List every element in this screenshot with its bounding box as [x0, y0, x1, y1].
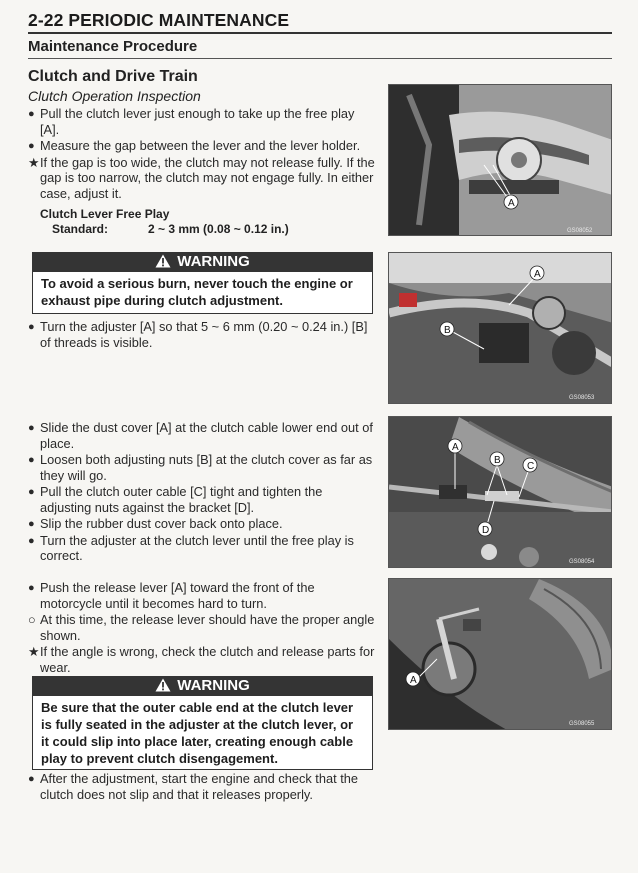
figure-code: GS08055: [569, 721, 595, 727]
instruction-list-3: [28, 420, 375, 565]
clutch-adjuster-photo: [389, 253, 612, 404]
circle-icon: ○: [28, 612, 36, 627]
warning-label: WARNING: [177, 677, 250, 694]
spec-title: Clutch Lever Free Play: [40, 207, 170, 221]
figure-code: GS08054: [569, 559, 595, 565]
topic-subtitle: Clutch Operation Inspection: [28, 88, 201, 104]
figure-code: GS08052: [567, 228, 593, 234]
star-icon: ★: [28, 154, 40, 170]
callout-c: C: [527, 461, 535, 472]
list-item: ★ If the angle is wrong, check the clutch and release parts for wear.: [28, 644, 375, 675]
warning-header: [32, 252, 373, 272]
figure-release-lever: [388, 578, 612, 730]
callout-b: B: [494, 455, 501, 466]
section-title: Maintenance Procedure: [28, 38, 198, 55]
bullet-icon: ●: [28, 534, 35, 547]
bullet-icon: ●: [28, 321, 35, 333]
bullet-icon: ●: [28, 582, 35, 594]
cable-lower-end-photo: [389, 417, 612, 568]
warning-text: Be sure that the outer cable end at the clutch lever is fully seated in the adjuster at the clutch lever, or it could slip into place later, creating enough cable play to prevent clutch disengagement.: [32, 696, 373, 770]
list-item: ● Turn the adjuster at the clutch lever until the free play is correct.: [28, 532, 354, 563]
figure-code: GS08053: [569, 395, 595, 401]
list-item: ● Push the release lever [A] toward the front of the motorcycle until it becomes hard to turn.: [28, 580, 315, 611]
bullet-icon: ●: [28, 140, 35, 152]
list-item: ● After the adjustment, start the engine and check that the clutch does not slip and that it releases properly.: [28, 771, 358, 802]
instruction-list-4: [28, 580, 375, 676]
bullet-icon: ●: [28, 773, 35, 785]
list-item: ● Slide the dust cover [A] at the clutch cable lower end out of place.: [28, 420, 373, 451]
bullet-icon: ●: [28, 518, 35, 530]
warning-triangle-icon: [155, 254, 171, 268]
instruction-list-5: [28, 771, 375, 803]
list-item: ● Measure the gap between the lever and the lever holder.: [28, 138, 361, 153]
bullet-icon: ●: [28, 108, 35, 120]
release-lever-photo: [389, 579, 612, 730]
warning-header: [32, 676, 373, 696]
list-item: ● Loosen both adjusting nuts [B] at the clutch cover as far as they will go.: [28, 452, 373, 483]
topic-title: Clutch and Drive Train: [28, 68, 198, 85]
bullet-icon: ●: [28, 422, 35, 434]
warning-text: To avoid a serious burn, never touch the engine or exhaust pipe during clutch adjustment.: [32, 272, 373, 314]
instruction-list-1: [28, 106, 375, 202]
section-rule: [28, 58, 612, 59]
bullet-icon: ●: [28, 454, 35, 466]
figure-clutch-lever-free-play: [388, 84, 612, 236]
instruction-list-2: [28, 319, 375, 351]
callout-a: A: [508, 198, 515, 209]
title-rule: [28, 32, 612, 34]
bullet-icon: ●: [28, 486, 35, 498]
list-item: ● Pull the clutch lever just enough to take up the free play [A].: [28, 106, 355, 137]
warning-triangle-icon: [155, 678, 171, 692]
star-icon: ★: [28, 644, 40, 659]
spec-value: 2 ~ 3 mm (0.08 ~ 0.12 in.): [148, 222, 289, 236]
list-item: ● Slip the rubber dust cover back onto place.: [28, 516, 283, 531]
clutch-lever-photo: [389, 85, 612, 236]
warning-label: WARNING: [177, 253, 250, 270]
figure-clutch-adjuster: [388, 252, 612, 404]
callout-a: A: [410, 675, 417, 686]
list-item: ● Turn the adjuster [A] so that 5 ~ 6 mm (0.20 ~ 0.24 in.) [B] of threads is visible.: [28, 319, 368, 350]
callout-a: A: [534, 269, 541, 280]
list-item: ○ At this time, the release lever should have the proper angle shown.: [28, 612, 375, 643]
figure-cable-lower-end: [388, 416, 612, 568]
callout-a: A: [452, 442, 459, 453]
spec-label: Standard:: [52, 222, 109, 236]
page-title: 2-22 PERIODIC MAINTENANCE: [28, 10, 290, 30]
callout-b: B: [444, 325, 451, 336]
list-item: ★ If the gap is too wide, the clutch may not release fully. If the gap is too narrow, the clutch may not engage fully. In either case, adjust it.: [28, 154, 375, 201]
callout-d: D: [482, 525, 490, 536]
list-item: ● Pull the clutch outer cable [C] tight and tighten the adjusting nuts against the bracket [D].: [28, 484, 323, 515]
